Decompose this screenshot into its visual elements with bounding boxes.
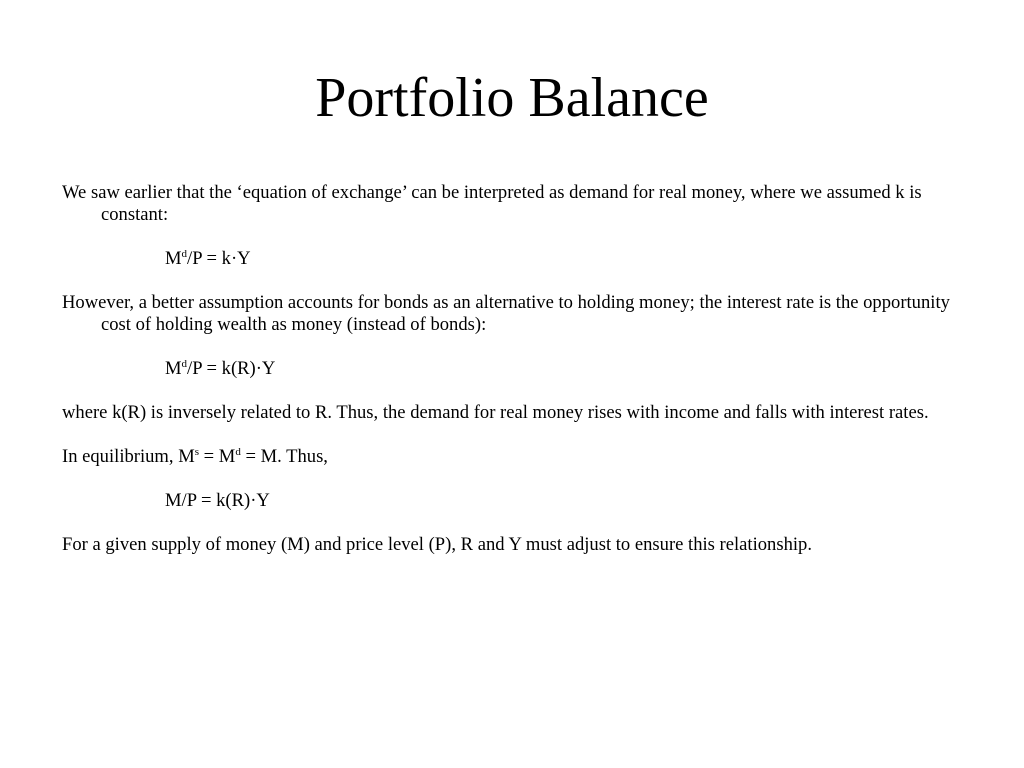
eq1-base: M [165, 248, 182, 269]
eq1-rest: /P = k·Y [187, 248, 251, 269]
eq2-rest: /P = k(R)·Y [187, 358, 276, 379]
equation-money-demand-kr [62, 358, 972, 380]
paragraph-equation-of-exchange: We saw earlier that the ‘equation of exchange’ can be interpreted as demand for real money, where we assumed k is constant: [62, 182, 922, 225]
paragraph-bonds-alternative: However, a better assumption accounts for bonds as an alternative to holding money; the interest rate is the opportunity cost of holding wealth as money (instead of bonds): [62, 292, 950, 335]
eq1-superscript: d [181, 247, 188, 260]
paragraph-equilibrium [62, 446, 972, 468]
equilibrium-mid: = M [199, 446, 236, 467]
eq2-base: M [165, 358, 182, 379]
paragraph-adjustment: For a given supply of money (M) and price level (P), R and Y must adjust to ensure this relationship. [62, 534, 812, 555]
equilibrium-pre: In equilibrium, M [62, 446, 195, 467]
slide-body [62, 182, 972, 556]
slide-title: Portfolio Balance [315, 67, 709, 129]
eq2-superscript: d [181, 357, 188, 370]
equilibrium-sup-d: d [235, 445, 241, 458]
equilibrium-post: = M. Thus, [240, 446, 328, 467]
equilibrium-sup-s: s [194, 445, 200, 458]
paragraph-inverse-relation: where k(R) is inversely related to R. Thus, the demand for real money rises with income and falls with interest rates. [62, 402, 929, 423]
equation-money-demand-constant-k [62, 248, 972, 270]
equation-equilibrium: M/P = k(R)·Y [165, 490, 270, 511]
